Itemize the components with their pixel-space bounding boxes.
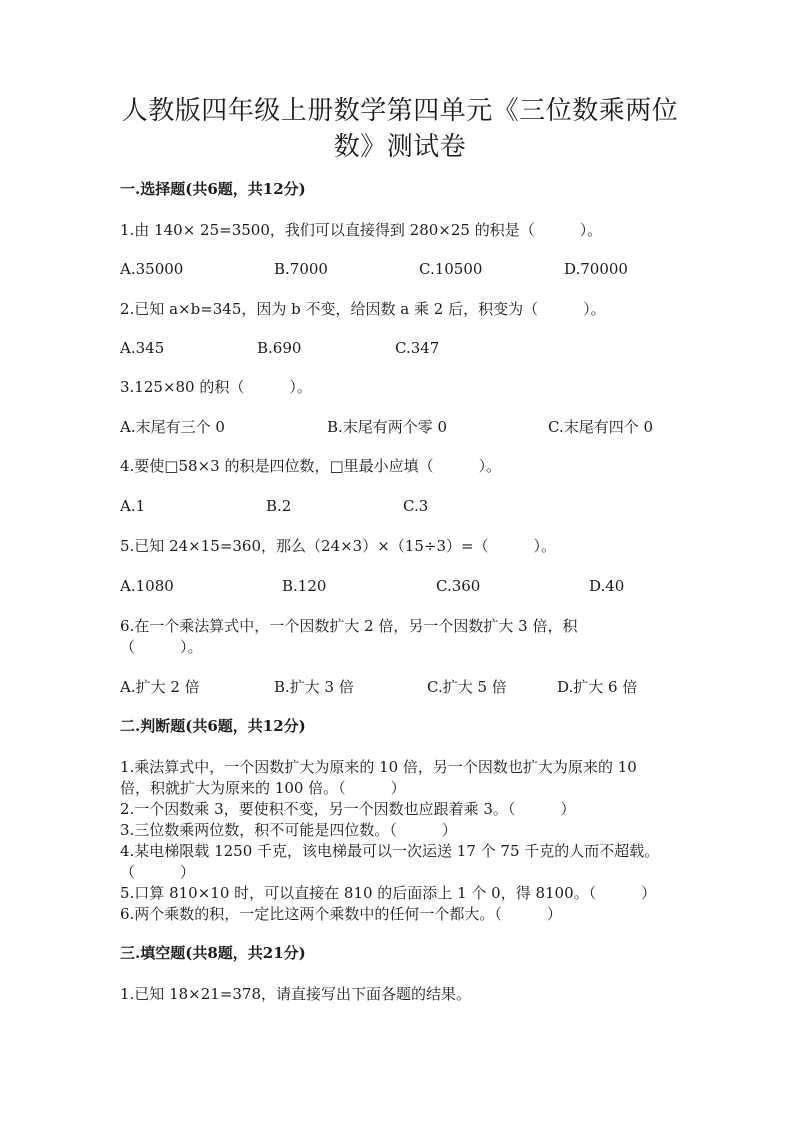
answer-option: B.7000: [274, 260, 328, 278]
answer-option: A.扩大 2 倍: [120, 678, 200, 696]
question-stem: 5.已知 24×15=360，那么（24×3）×（15÷3）=（ ）。: [120, 537, 557, 555]
answer-option: D.70000: [564, 260, 628, 278]
answer-option: C.扩大 5 倍: [427, 678, 507, 696]
answer-option: D.扩大 6 倍: [557, 678, 638, 696]
question-stem: 1.由 140× 25=3500，我们可以直接得到 280×25 的积是（ ）。: [120, 221, 603, 239]
answer-option: B.2: [266, 497, 292, 515]
question-stem: 2.已知 a×b=345，因为 b 不变，给因数 a 乘 2 后，积变为（ ）。: [120, 300, 606, 318]
answer-option: C.末尾有四个 0: [548, 418, 654, 436]
question-stem: 3.125×80 的积（ ）。: [120, 378, 312, 396]
answer-option: C.3: [403, 497, 429, 515]
question-stem: 1.已知 18×21=378，请直接写出下面各题的结果。: [120, 985, 472, 1003]
question-stem: 6.在一个乘法算式中，一个因数扩大 2 倍，另一个因数扩大 3 倍，积: [120, 617, 578, 635]
statement-line: 6.两个乘数的积，一定比这两个乘数中的任何一个都大。（ ）: [120, 905, 562, 923]
section-heading-judgement: 二.判断题(共6题，共12分): [120, 717, 306, 735]
answer-option: A.345: [120, 339, 165, 357]
statement-line: 4.某电梯限载 1250 千克，该电梯最可以一次运送 17 个 75 千克的人而不超载。: [120, 842, 660, 860]
statement-line: 倍，积就扩大为原来的 100 倍。（ ）: [120, 779, 406, 797]
statement-line: 2.一个因数乘 3，要使积不变，另一个因数也应跟着乘 3。（ ）: [120, 800, 576, 818]
answer-option: B.690: [257, 339, 302, 357]
question-stem: 4.要使□58×3 的积是四位数，□里最小应填（ ）。: [120, 457, 502, 475]
statement-line: 3.三位数乘两位数，积不可能是四位数。（ ）: [120, 821, 457, 839]
section-heading-fill-in: 三.填空题(共8题，共21分): [120, 944, 306, 962]
page-title-line-1: 人教版四年级上册数学第四单元《三位数乘两位: [121, 96, 679, 126]
answer-option: C.10500: [419, 260, 483, 278]
statement-line: 5.口算 810×10 时，可以直接在 810 的后面添上 1 个 0，得 8100。（ ）: [120, 884, 657, 902]
statement-line: 1.乘法算式中，一个因数扩大为原来的 10 倍，另一个因数也扩大为原来的 10: [120, 758, 637, 776]
statement-line: （ ）: [120, 863, 196, 881]
answer-option: B.120: [282, 577, 327, 595]
page-title-line-2: 数》测试卷: [333, 132, 467, 162]
section-heading-choice: 一.选择题(共6题，共12分): [120, 180, 306, 198]
answer-option: D.40: [589, 577, 625, 595]
answer-option: C.360: [436, 577, 481, 595]
answer-option: C.347: [395, 339, 440, 357]
answer-option: B.末尾有两个零 0: [327, 418, 448, 436]
answer-option: A.1: [120, 497, 146, 515]
answer-option: A.末尾有三个 0: [120, 418, 225, 436]
answer-option: B.扩大 3 倍: [274, 678, 354, 696]
answer-option: A.35000: [120, 260, 184, 278]
answer-option: A.1080: [120, 577, 174, 595]
question-stem-continued: （ ）。: [120, 638, 203, 656]
